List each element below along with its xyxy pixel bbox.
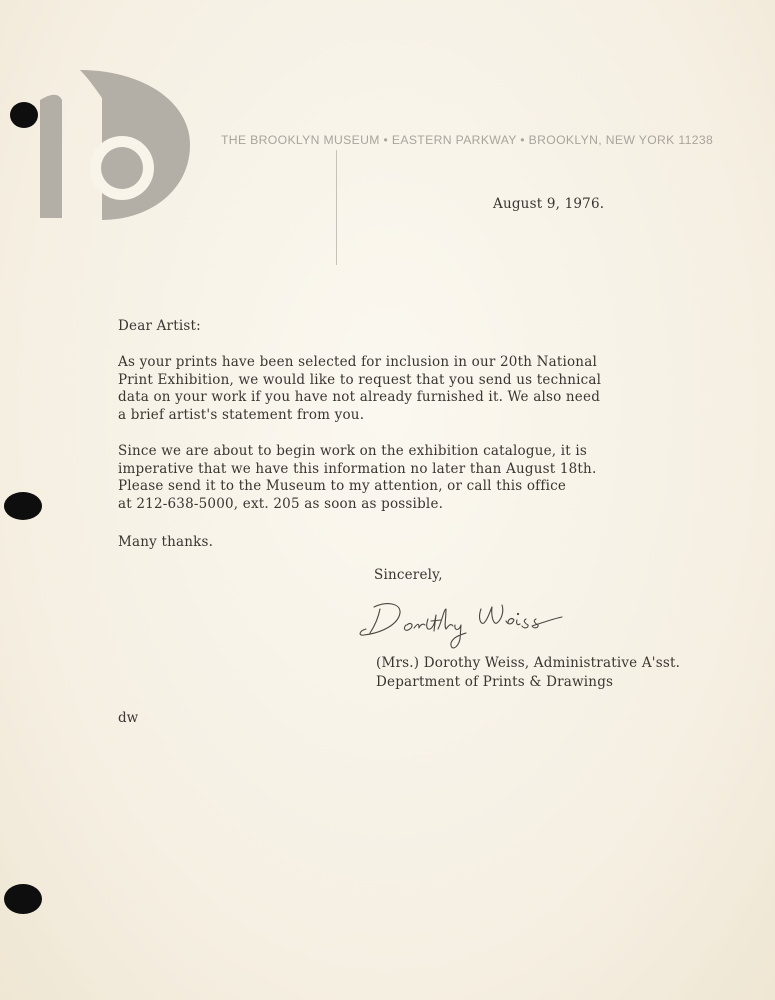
body-paragraph-1	[118, 354, 678, 424]
paragraph-line: imperative that we have this information no later than August 18th.	[118, 460, 597, 477]
fold-mark	[336, 150, 337, 265]
paragraph-line: As your prints have been selected for inclusion in our 20th National	[118, 354, 597, 370]
paragraph-line: at 212-638-5000, ext. 205 as soon as possible.	[118, 495, 444, 512]
closing: Sincerely,	[374, 567, 443, 583]
binder-hole-middle	[4, 492, 42, 520]
brooklyn-museum-logo	[40, 70, 195, 225]
signature-block	[376, 654, 680, 692]
binder-hole-top	[10, 102, 38, 128]
paragraph-line: data on your work if you have not already furnished it. We also need	[118, 389, 601, 406]
handwritten-signature	[356, 595, 571, 655]
letter-date: August 9, 1976.	[493, 196, 605, 212]
body-paragraph-2	[118, 443, 678, 513]
signer-name: (Mrs.) Dorothy Weiss, Administrative A'sst.	[376, 655, 681, 671]
thanks-line: Many thanks.	[118, 534, 214, 550]
paragraph-line: Please send it to the Museum to my attention, or call this office	[118, 478, 567, 495]
paragraph-line: Print Exhibition, we would like to request that you send us technical	[118, 371, 602, 388]
typist-initials: dw	[118, 710, 139, 726]
paragraph-line: Since we are about to begin work on the exhibition catalogue, it is	[118, 443, 588, 459]
paragraph-line: a brief artist's statement from you.	[118, 406, 365, 423]
letterhead-address: THE BROOKLYN MUSEUM • EASTERN PARKWAY • BROOKLYN, NEW YORK 11238	[221, 133, 714, 147]
signer-department: Department of Prints & Drawings	[376, 674, 614, 690]
salutation: Dear Artist:	[118, 318, 201, 334]
binder-hole-bottom	[4, 884, 42, 914]
